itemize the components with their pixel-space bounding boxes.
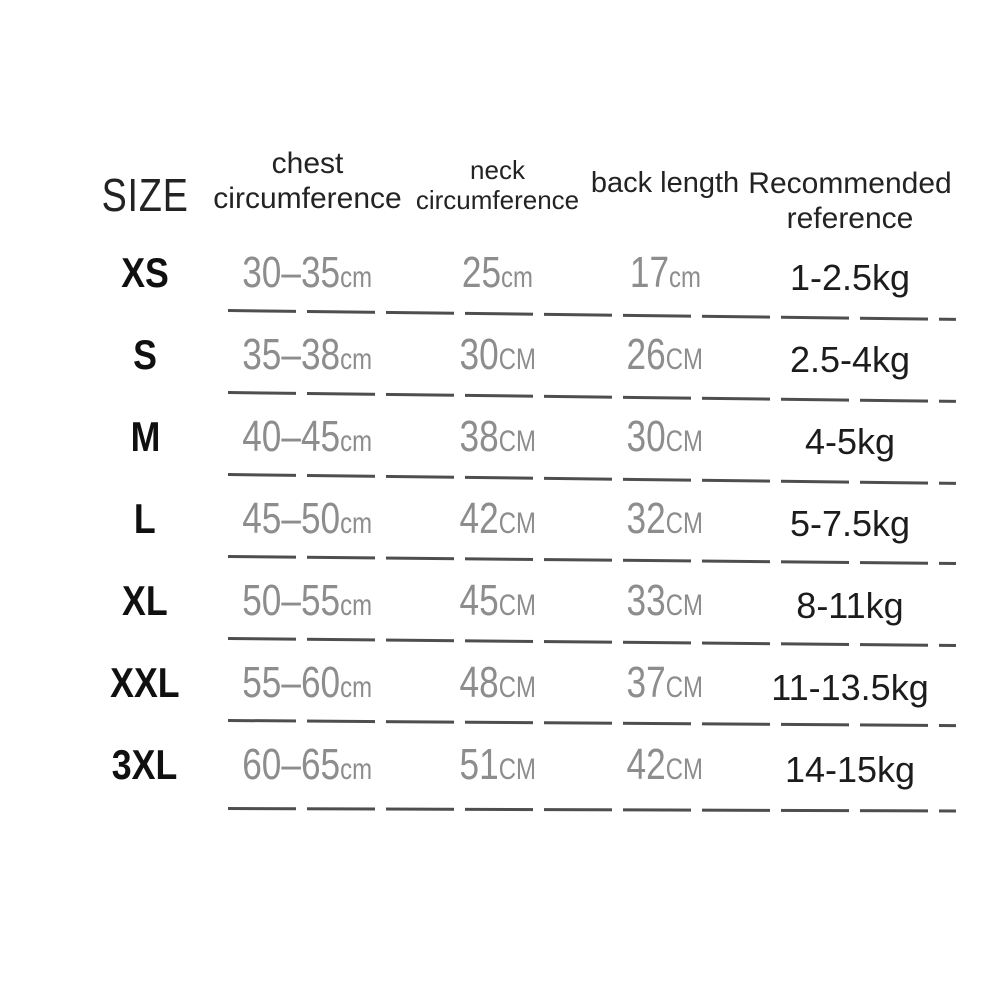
table-row (80, 245, 960, 327)
neck-circumference-cell: 42CM (459, 494, 536, 543)
chest-circumference-cell: 35–38cm (242, 330, 373, 379)
table-row (80, 737, 960, 819)
back-length-cell: 32CM (626, 494, 704, 543)
table-row (80, 573, 960, 655)
header-neck-label: neck circumference (415, 155, 580, 215)
neck-circumference-cell: 51CM (459, 740, 536, 789)
header-chest-circumference (210, 145, 405, 245)
back-length-cell: 37CM (626, 658, 704, 707)
neck-circumference-cell: 30CM (459, 330, 536, 379)
back-length-cell: 33CM (626, 576, 704, 625)
size-chart-table (80, 145, 960, 819)
header-recommended-reference (740, 145, 960, 245)
size-cell: XS (121, 249, 169, 296)
header-back-length (590, 145, 740, 245)
back-length-cell: 42CM (626, 740, 704, 789)
chest-circumference-cell: 45–50cm (242, 494, 373, 543)
header-neck-circumference (405, 145, 590, 245)
recommended-reference-cell: 14-15kg (784, 749, 916, 790)
header-size (80, 145, 210, 245)
neck-circumference-cell: 38CM (459, 412, 536, 461)
table-row (80, 327, 960, 409)
chest-circumference-cell: 60–65cm (242, 740, 373, 789)
table-body (80, 245, 960, 819)
header-chest-label: chest circumference (213, 147, 402, 215)
header-recommended-label: Recommended reference (748, 167, 952, 235)
recommended-reference-cell: 8-11kg (796, 585, 904, 626)
recommended-reference-cell: 4-5kg (804, 421, 896, 462)
size-cell: S (133, 331, 157, 378)
size-cell: M (130, 413, 160, 460)
chest-circumference-cell: 30–35cm (242, 248, 373, 297)
chest-circumference-cell: 50–55cm (242, 576, 373, 625)
recommended-reference-cell: 2.5-4kg (789, 339, 911, 380)
chest-circumference-cell: 40–45cm (242, 412, 373, 461)
back-length-cell: 26CM (626, 330, 704, 379)
size-cell: L (134, 495, 156, 542)
header-size-label: SIZE (101, 169, 189, 221)
size-cell: XXL (110, 659, 180, 706)
header-back-label: back length (590, 167, 740, 199)
recommended-reference-cell: 5-7.5kg (789, 503, 911, 544)
back-length-cell: 30CM (626, 412, 704, 461)
table-row (80, 491, 960, 573)
back-length-cell: 17cm (629, 248, 701, 297)
size-cell: XL (122, 577, 168, 624)
table-row (80, 409, 960, 491)
neck-circumference-cell: 25cm (461, 248, 534, 297)
chest-circumference-cell: 55–60cm (242, 658, 373, 707)
table-header-row (80, 145, 960, 245)
recommended-reference-cell: 11-13.5kg (771, 667, 929, 708)
size-cell: 3XL (112, 741, 178, 788)
neck-circumference-cell: 45CM (459, 576, 536, 625)
neck-circumference-cell: 48CM (459, 658, 536, 707)
recommended-reference-cell: 1-2.5kg (789, 257, 911, 298)
table-row (80, 655, 960, 737)
